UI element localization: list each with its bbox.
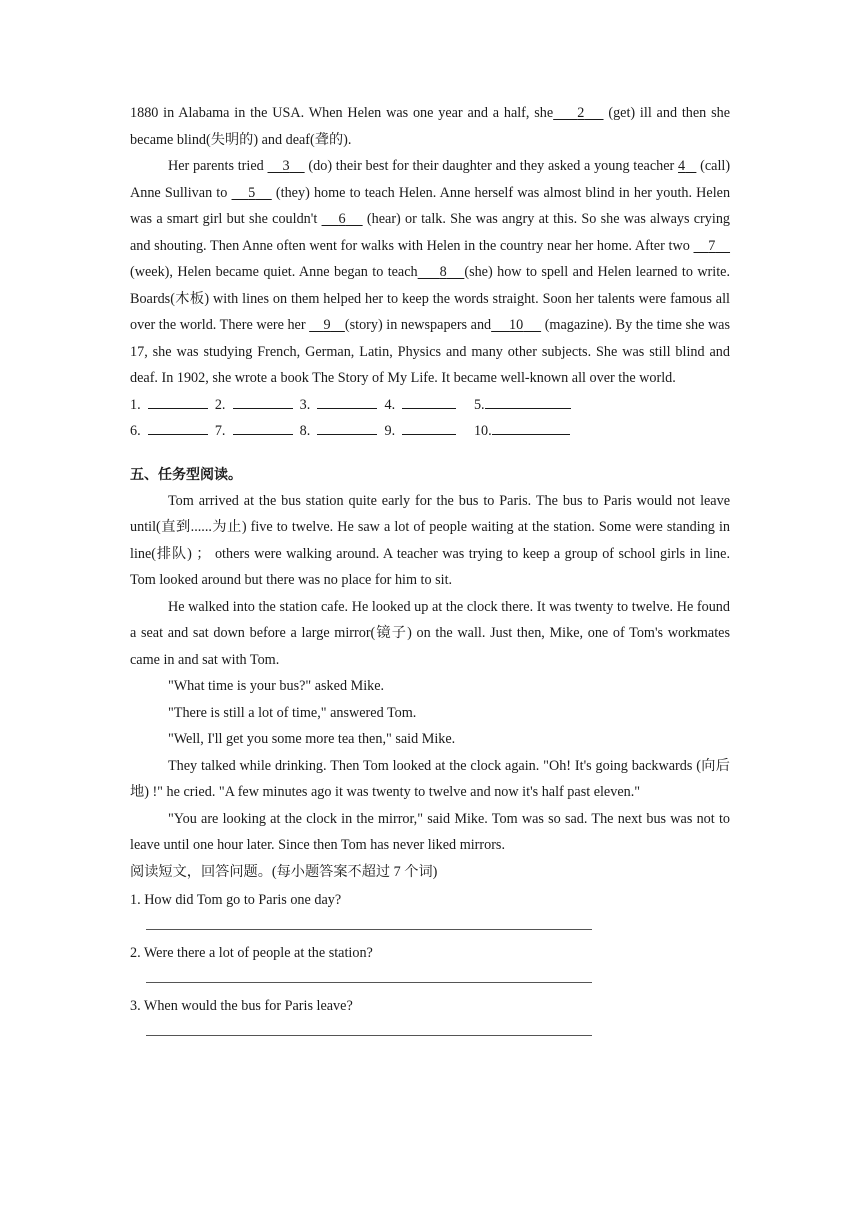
question-1: 1. How did Tom go to Paris one day? — [130, 891, 342, 908]
answer-line-2[interactable] — [146, 966, 592, 983]
passage-paragraph-1 — [130, 100, 730, 153]
question-2: 2. Were there a lot of people at the station? — [130, 944, 373, 961]
answer-blank[interactable] — [317, 420, 377, 435]
answer-line-1[interactable] — [146, 913, 592, 930]
instruction-text: 阅读短文，回答问题。(每小题答案不超过 7 个词) — [130, 863, 438, 880]
reading-paragraph: They talked while drinking. Then Tom looked at the clock again. "Oh! It's going backwards (向后地) !" he cried. "A few minutes ago it was twenty to twelve and now it's half past eleven." — [130, 757, 730, 800]
answer-blank[interactable] — [233, 394, 293, 409]
reading-paragraph: "There is still a lot of time," answered Tom. — [168, 704, 417, 721]
blank-4: 4 — [678, 158, 686, 174]
passage-text: she became blind(失明的) and deaf(聋的). — [130, 105, 731, 148]
answer-blank[interactable] — [402, 420, 456, 435]
worksheet-page — [130, 100, 730, 1046]
answer-blanks-row-1: 1. 2. 3. 4. 5. — [130, 392, 730, 418]
reading-paragraph: He walked into the station cafe. He looked up at the clock there. It was twenty to twelve. He found a seat and sat down before a large mirror(镜子) on the wall. Just then, Mike, one of Tom's workmates came in and sat with Tom. — [130, 598, 730, 668]
blank-6: 6 — [338, 211, 346, 227]
passage-paragraph-2: Her parents tried 3 (do) their best for their daughter and they asked a young teacher 4 (call) Anne Sullivan to 5 (they) home to teach Helen. Anne herself was almost blind in her youth. Helen was a smart girl but she couldn't 6 (hear) or talk. She was angry at this. So she was always crying and shouting. Then Anne often went for walks with Helen in the country near her home. After two 7 (week), Helen became quiet. Anne began to teach 8 (she) how to spell and Helen learned to write. Boards(木板) with lines on them helped her to keep the words straight. Soon her talents were famous all over the world. There were her 9 (story) in newspapers and 10 (magazine). By the time she was 17, she was studying French, German, Latin, Physics and many other subjects. She was still blind and deaf. In 1902, she wrote a book The Story of My Life. It became well-known all over the world. — [130, 158, 731, 386]
answer-blank[interactable] — [148, 420, 208, 435]
reading-paragraph: "What time is your bus?" asked Mike. — [168, 678, 385, 694]
reading-paragraph: "You are looking at the clock in the mirror," said Mike. Tom was so sad. The next bus was not to leave until one hour later. Since then Tom has never liked mirrors. — [130, 810, 730, 853]
passage-text: 1880 in Alabama in the USA. When Helen was one year and a half, she — [130, 105, 554, 121]
answer-blank[interactable] — [233, 420, 293, 435]
passage-text: (get) ill and then — [608, 105, 707, 121]
blank-5: 5 — [248, 184, 256, 201]
reading-paragraph: Tom arrived at the bus station quite early for the bus to Paris. The bus to Paris would not leave until(直到......为止) five to twelve. He saw a lot of people waiting at the station. Some were standing in line(排队) ； others were walking around. A teacher was trying to keep a group of school girls in line. Tom looked around but there was no place for him to sit. — [130, 492, 730, 588]
blank-10: 10 — [509, 317, 524, 333]
answer-blank[interactable] — [402, 394, 456, 409]
answer-blank[interactable] — [492, 420, 570, 435]
blank-2: 2 — [577, 105, 585, 121]
question-3: 3. When would the bus for Paris leave? — [130, 997, 353, 1014]
section-heading: 五、任务型阅读。 — [130, 466, 242, 483]
blank-7: 7 — [708, 237, 716, 254]
answer-blank[interactable] — [485, 394, 571, 409]
blank-8: 8 — [439, 264, 447, 280]
answer-blanks-row-2: 6. 7. 8. 9. 10. — [130, 418, 730, 444]
answer-blank[interactable] — [317, 394, 377, 409]
reading-paragraph: "Well, I'll get you some more tea then," said Mike. — [168, 731, 456, 747]
blank-9: 9 — [323, 317, 331, 333]
answer-line-3[interactable] — [146, 1019, 592, 1036]
blank-3: 3 — [282, 158, 290, 174]
answer-blank[interactable] — [148, 394, 208, 409]
